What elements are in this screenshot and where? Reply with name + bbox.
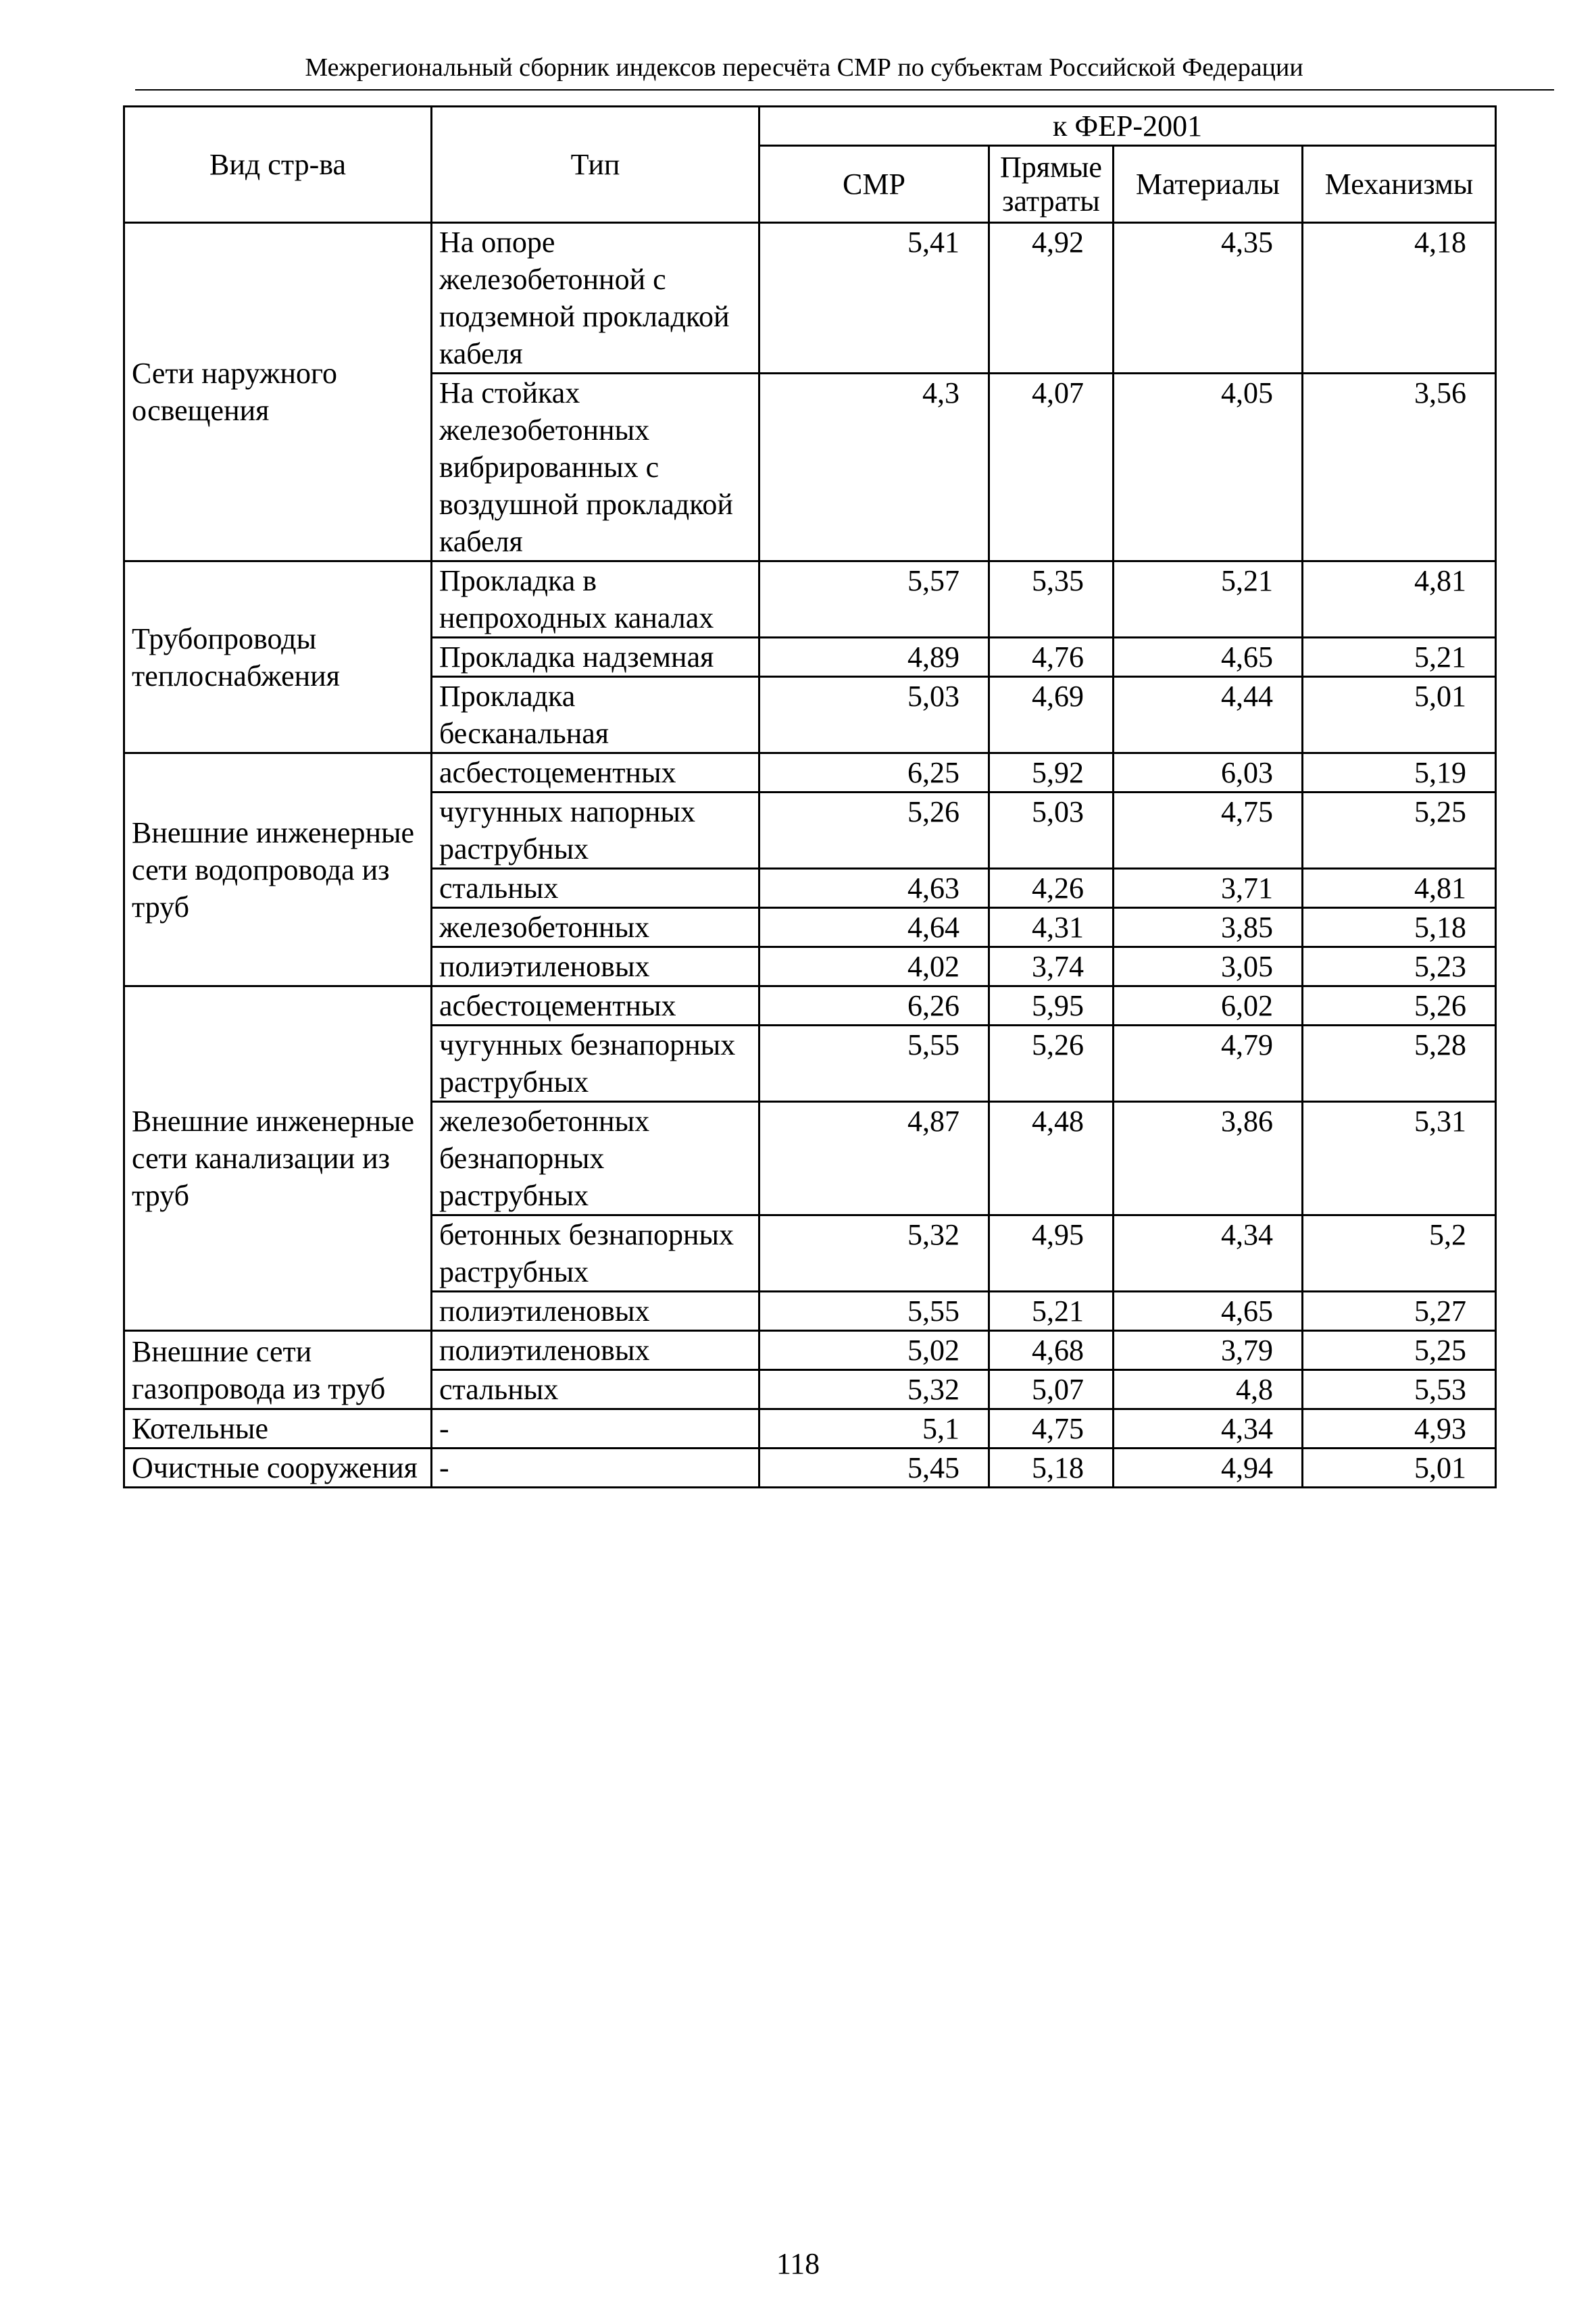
- page-number: 118: [776, 2247, 820, 2280]
- type-cell: чугунных безнапорных раструбных: [432, 1026, 759, 1102]
- index-value-cell: 4,92: [989, 223, 1114, 374]
- index-value-cell: 4,65: [1114, 638, 1303, 677]
- construction-kind-cell: Трубопроводы теплоснабжения: [124, 561, 432, 753]
- construction-kind-cell: Очистные сооружения: [124, 1449, 432, 1488]
- index-value-cell: 6,26: [759, 986, 989, 1026]
- type-cell: Прокладка в непроходных каналах: [432, 561, 759, 638]
- index-value-cell: 5,31: [1303, 1102, 1496, 1215]
- page-header: Межрегиональный сборник индексов пересчёта СМР по субъектам Российской Федерации: [305, 53, 1303, 82]
- type-cell: -: [432, 1409, 759, 1449]
- index-value-cell: 5,26: [989, 1026, 1114, 1102]
- index-value-cell: 4,68: [989, 1331, 1114, 1370]
- index-value-cell: 5,01: [1303, 677, 1496, 753]
- construction-kind-cell: Внешние инженерные сети водопровода из труб: [124, 753, 432, 986]
- index-value-cell: 4,81: [1303, 869, 1496, 908]
- type-cell: На стойках железобетонных вибрированных с воздушной прокладкой кабеля: [432, 374, 759, 561]
- index-value-cell: 5,25: [1303, 793, 1496, 869]
- table-row: [124, 1409, 1496, 1449]
- index-value-cell: 5,41: [759, 223, 989, 374]
- index-value-cell: 5,92: [989, 753, 1114, 793]
- index-value-cell: 5,45: [759, 1449, 989, 1488]
- index-value-cell: 5,2: [1303, 1215, 1496, 1292]
- table-body: [124, 223, 1496, 1488]
- construction-kind-cell: Котельные: [124, 1409, 432, 1449]
- type-cell: полиэтиленовых: [432, 1331, 759, 1370]
- index-value-cell: 6,02: [1114, 986, 1303, 1026]
- index-value-cell: 5,1: [759, 1409, 989, 1449]
- index-value-cell: 4,34: [1114, 1409, 1303, 1449]
- index-value-cell: 4,89: [759, 638, 989, 677]
- table-row: [124, 1331, 1496, 1370]
- index-value-cell: 3,05: [1114, 947, 1303, 986]
- type-cell: Прокладка бесканальная: [432, 677, 759, 753]
- index-value-cell: 6,03: [1114, 753, 1303, 793]
- index-value-cell: 5,32: [759, 1370, 989, 1409]
- table-row: [124, 753, 1496, 793]
- index-value-cell: 5,26: [1303, 986, 1496, 1026]
- index-value-cell: 5,21: [1114, 561, 1303, 638]
- index-value-cell: 4,02: [759, 947, 989, 986]
- table-row: [124, 1449, 1496, 1488]
- type-cell: железобетонных безнапорных раструбных: [432, 1102, 759, 1215]
- type-cell: Прокладка надземная: [432, 638, 759, 677]
- index-value-cell: 4,94: [1114, 1449, 1303, 1488]
- index-value-cell: 5,21: [989, 1292, 1114, 1331]
- type-cell: На опоре железобетонной с подземной прокладкой кабеля: [432, 223, 759, 374]
- type-cell: полиэтиленовых: [432, 947, 759, 986]
- index-value-cell: 6,25: [759, 753, 989, 793]
- index-value-cell: 4,75: [989, 1409, 1114, 1449]
- index-value-cell: 4,48: [989, 1102, 1114, 1215]
- index-value-cell: 4,79: [1114, 1026, 1303, 1102]
- col-header-type: Тип: [432, 107, 759, 223]
- col-group-fer: к ФЕР-2001: [759, 107, 1496, 146]
- index-value-cell: 4,3: [759, 374, 989, 561]
- index-value-cell: 5,03: [989, 793, 1114, 869]
- index-value-cell: 3,71: [1114, 869, 1303, 908]
- index-value-cell: 4,07: [989, 374, 1114, 561]
- construction-kind-cell: Внешние сети газопровода из труб: [124, 1331, 432, 1409]
- index-value-cell: 4,65: [1114, 1292, 1303, 1331]
- col-header-machines: Механизмы: [1303, 146, 1496, 223]
- index-value-cell: 4,26: [989, 869, 1114, 908]
- construction-kind-cell: Сети наружного освещения: [124, 223, 432, 561]
- type-cell: -: [432, 1449, 759, 1488]
- index-value-cell: 4,64: [759, 908, 989, 947]
- index-value-cell: 5,55: [759, 1292, 989, 1331]
- index-value-cell: 4,95: [989, 1215, 1114, 1292]
- index-value-cell: 4,75: [1114, 793, 1303, 869]
- index-value-cell: 5,57: [759, 561, 989, 638]
- table-row: [124, 561, 1496, 638]
- index-value-cell: 5,95: [989, 986, 1114, 1026]
- col-header-direct-costs: Прямые затраты: [989, 146, 1114, 223]
- index-value-cell: 4,81: [1303, 561, 1496, 638]
- col-header-kind: Вид стр-ва: [124, 107, 432, 223]
- index-value-cell: 5,19: [1303, 753, 1496, 793]
- index-value-cell: 5,02: [759, 1331, 989, 1370]
- index-value-cell: 4,87: [759, 1102, 989, 1215]
- index-value-cell: 4,05: [1114, 374, 1303, 561]
- index-value-cell: 4,69: [989, 677, 1114, 753]
- construction-kind-cell: Внешние инженерные сети канализации из труб: [124, 986, 432, 1331]
- type-cell: асбестоцементных: [432, 753, 759, 793]
- index-value-cell: 4,44: [1114, 677, 1303, 753]
- index-value-cell: 5,25: [1303, 1331, 1496, 1370]
- table-row: [124, 986, 1496, 1026]
- header-rule: [135, 89, 1554, 91]
- type-cell: стальных: [432, 869, 759, 908]
- index-value-cell: 4,34: [1114, 1215, 1303, 1292]
- index-value-cell: 5,26: [759, 793, 989, 869]
- index-value-cell: 5,32: [759, 1215, 989, 1292]
- type-cell: асбестоцементных: [432, 986, 759, 1026]
- index-value-cell: 3,56: [1303, 374, 1496, 561]
- index-value-cell: 5,07: [989, 1370, 1114, 1409]
- type-cell: стальных: [432, 1370, 759, 1409]
- table-row: [124, 223, 1496, 374]
- index-value-cell: 4,93: [1303, 1409, 1496, 1449]
- index-value-cell: 3,86: [1114, 1102, 1303, 1215]
- index-value-cell: 5,53: [1303, 1370, 1496, 1409]
- index-value-cell: 3,85: [1114, 908, 1303, 947]
- index-value-cell: 4,18: [1303, 223, 1496, 374]
- index-value-cell: 5,27: [1303, 1292, 1496, 1331]
- col-header-smr: СМР: [759, 146, 989, 223]
- index-value-cell: 3,79: [1114, 1331, 1303, 1370]
- index-table: [123, 105, 1497, 1488]
- index-value-cell: 3,74: [989, 947, 1114, 986]
- index-value-cell: 5,03: [759, 677, 989, 753]
- index-value-cell: 5,55: [759, 1026, 989, 1102]
- index-value-cell: 5,01: [1303, 1449, 1496, 1488]
- type-cell: бетонных безнапорных раструбных: [432, 1215, 759, 1292]
- index-value-cell: 5,23: [1303, 947, 1496, 986]
- index-value-cell: 5,35: [989, 561, 1114, 638]
- type-cell: железобетонных: [432, 908, 759, 947]
- index-value-cell: 5,28: [1303, 1026, 1496, 1102]
- index-value-cell: 4,63: [759, 869, 989, 908]
- index-value-cell: 4,8: [1114, 1370, 1303, 1409]
- index-value-cell: 4,31: [989, 908, 1114, 947]
- index-value-cell: 5,21: [1303, 638, 1496, 677]
- col-header-materials: Материалы: [1114, 146, 1303, 223]
- index-value-cell: 5,18: [1303, 908, 1496, 947]
- index-value-cell: 5,18: [989, 1449, 1114, 1488]
- index-value-cell: 4,35: [1114, 223, 1303, 374]
- index-value-cell: 4,76: [989, 638, 1114, 677]
- type-cell: чугунных напорных раструбных: [432, 793, 759, 869]
- type-cell: полиэтиленовых: [432, 1292, 759, 1331]
